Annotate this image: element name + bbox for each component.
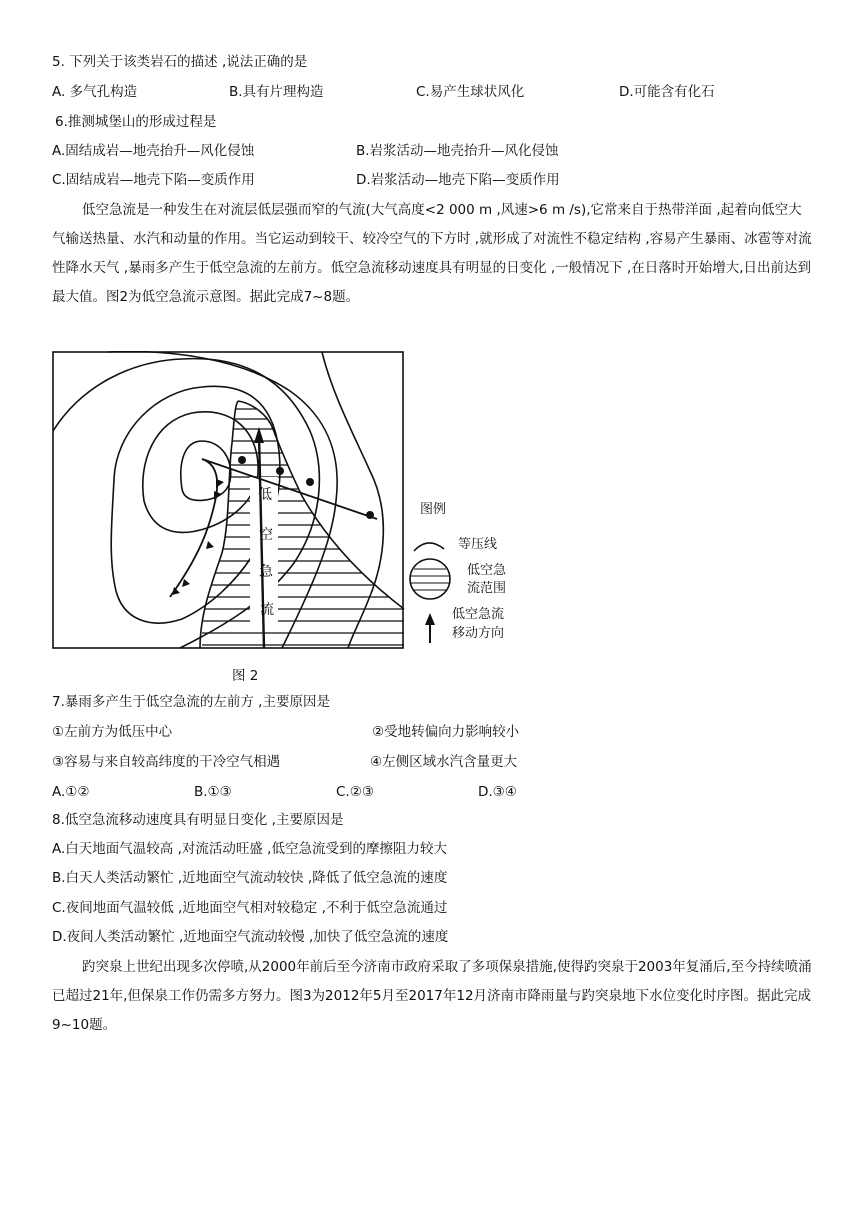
passage-baotu-spring: 趵突泉上世纪出现多次停喷,从2000年前后至今济南市政府采取了多项保泉措施,使得趵突泉于2003年复涌后,至今持续喷涌已超过21年,但保泉工作仍需多方努力。图3为2012年5月至2017年12月济南市降雨量与趵突泉地下水位变化时序图。据此完成9~10题。	[52, 959, 812, 1033]
q6-option-b: B.岩浆活动—地壳抬升—风化侵蚀	[356, 143, 559, 159]
legend-title: 图例	[420, 502, 447, 517]
jet-label-1: 低	[258, 487, 272, 503]
q6-option-c: C.固结成岩—地壳下陷—变质作用	[52, 172, 255, 188]
q7-stem: 7.暴雨多产生于低空急流的左前方 ,主要原因是	[52, 694, 330, 710]
figure-2-diagram	[52, 351, 532, 656]
legend-isobar-label: 等压线	[458, 537, 498, 552]
q5-option-b: B.具有片理构造	[229, 84, 324, 100]
passage-low-level-jet: 低空急流是一种发生在对流层低层强而窄的气流(大气高度<2 000 m ,风速>6 m /s),它常来自于热带洋面 ,起着向低空大气输送热量、水汽和动量的作用。当它运动到较干、较冷空气的下方时 ,就形成了对流性不稳定结构 ,容易产生暴雨、冰雹等对流性降水天气 ,暴雨多产生于低空急流的左前方。低空急流移动速度具有明显的日变化 ,一般情况下 ,在日落时开始增大,日出前达到最大值。图2为低空急流示意图。据此完成7~8题。	[52, 202, 812, 305]
q8-option-d: D.夜间人类活动繁忙 ,近地面空气流动较慢 ,加快了低空急流的速度	[52, 929, 449, 945]
legend-range-label-1: 低空急	[467, 563, 507, 578]
isobar-lines	[53, 351, 404, 648]
legend-direction-label-2: 移动方向	[452, 626, 505, 641]
q7-statement-4: ④左侧区域水汽含量更大	[370, 754, 518, 770]
q5-option-c: C.易产生球状风化	[416, 84, 525, 100]
legend-range-icon	[410, 559, 450, 599]
q5-stem: 5. 下列关于该类岩石的描述 ,说法正确的是	[52, 54, 308, 70]
legend-direction-label-1: 低空急流	[452, 607, 505, 622]
q7-option-b: B.①③	[194, 784, 232, 800]
q7-option-c: C.②③	[336, 784, 374, 800]
q8-option-a: A.白天地面气温较高 ,对流活动旺盛 ,低空急流受到的摩擦阻力较大	[52, 841, 447, 857]
q7-option-a: A.①②	[52, 784, 90, 800]
figure-2-caption: 图 2	[232, 668, 259, 684]
q7-option-d: D.③④	[478, 784, 517, 800]
figure-legend	[410, 502, 507, 643]
legend-isobar-icon	[414, 543, 444, 551]
legend-arrow-icon	[425, 613, 435, 625]
q8-option-c: C.夜间地面气温较低 ,近地面空气相对较稳定 ,不利于低空急流通过	[52, 900, 448, 916]
jet-label-2: 空	[259, 527, 273, 543]
q5-option-a: A. 多气孔构造	[52, 84, 138, 100]
q7-statement-2: ②受地转偏向力影响较小	[372, 724, 520, 740]
jet-label-4: 流	[260, 602, 274, 618]
legend-range-label-2: 流范围	[467, 581, 507, 596]
q6-option-d: D.岩浆活动—地壳下陷—变质作用	[356, 172, 560, 188]
q6-option-a: A.固结成岩—地壳抬升—风化侵蚀	[52, 143, 255, 159]
q8-option-b: B.白天人类活动繁忙 ,近地面空气流动较快 ,降低了低空急流的速度	[52, 870, 448, 886]
jet-label-3: 急	[259, 564, 273, 580]
cold-front-line	[170, 459, 217, 597]
q7-statement-3: ③容易与来自较高纬度的干冷空气相遇	[52, 754, 281, 770]
q6-stem: 6.推测城堡山的形成过程是	[55, 114, 217, 130]
q7-statement-1: ①左前方为低压中心	[52, 724, 173, 740]
q5-option-d: D.可能含有化石	[619, 84, 715, 100]
q8-stem: 8.低空急流移动速度具有明显日变化 ,主要原因是	[52, 812, 344, 828]
cold-front-symbols	[172, 479, 224, 595]
